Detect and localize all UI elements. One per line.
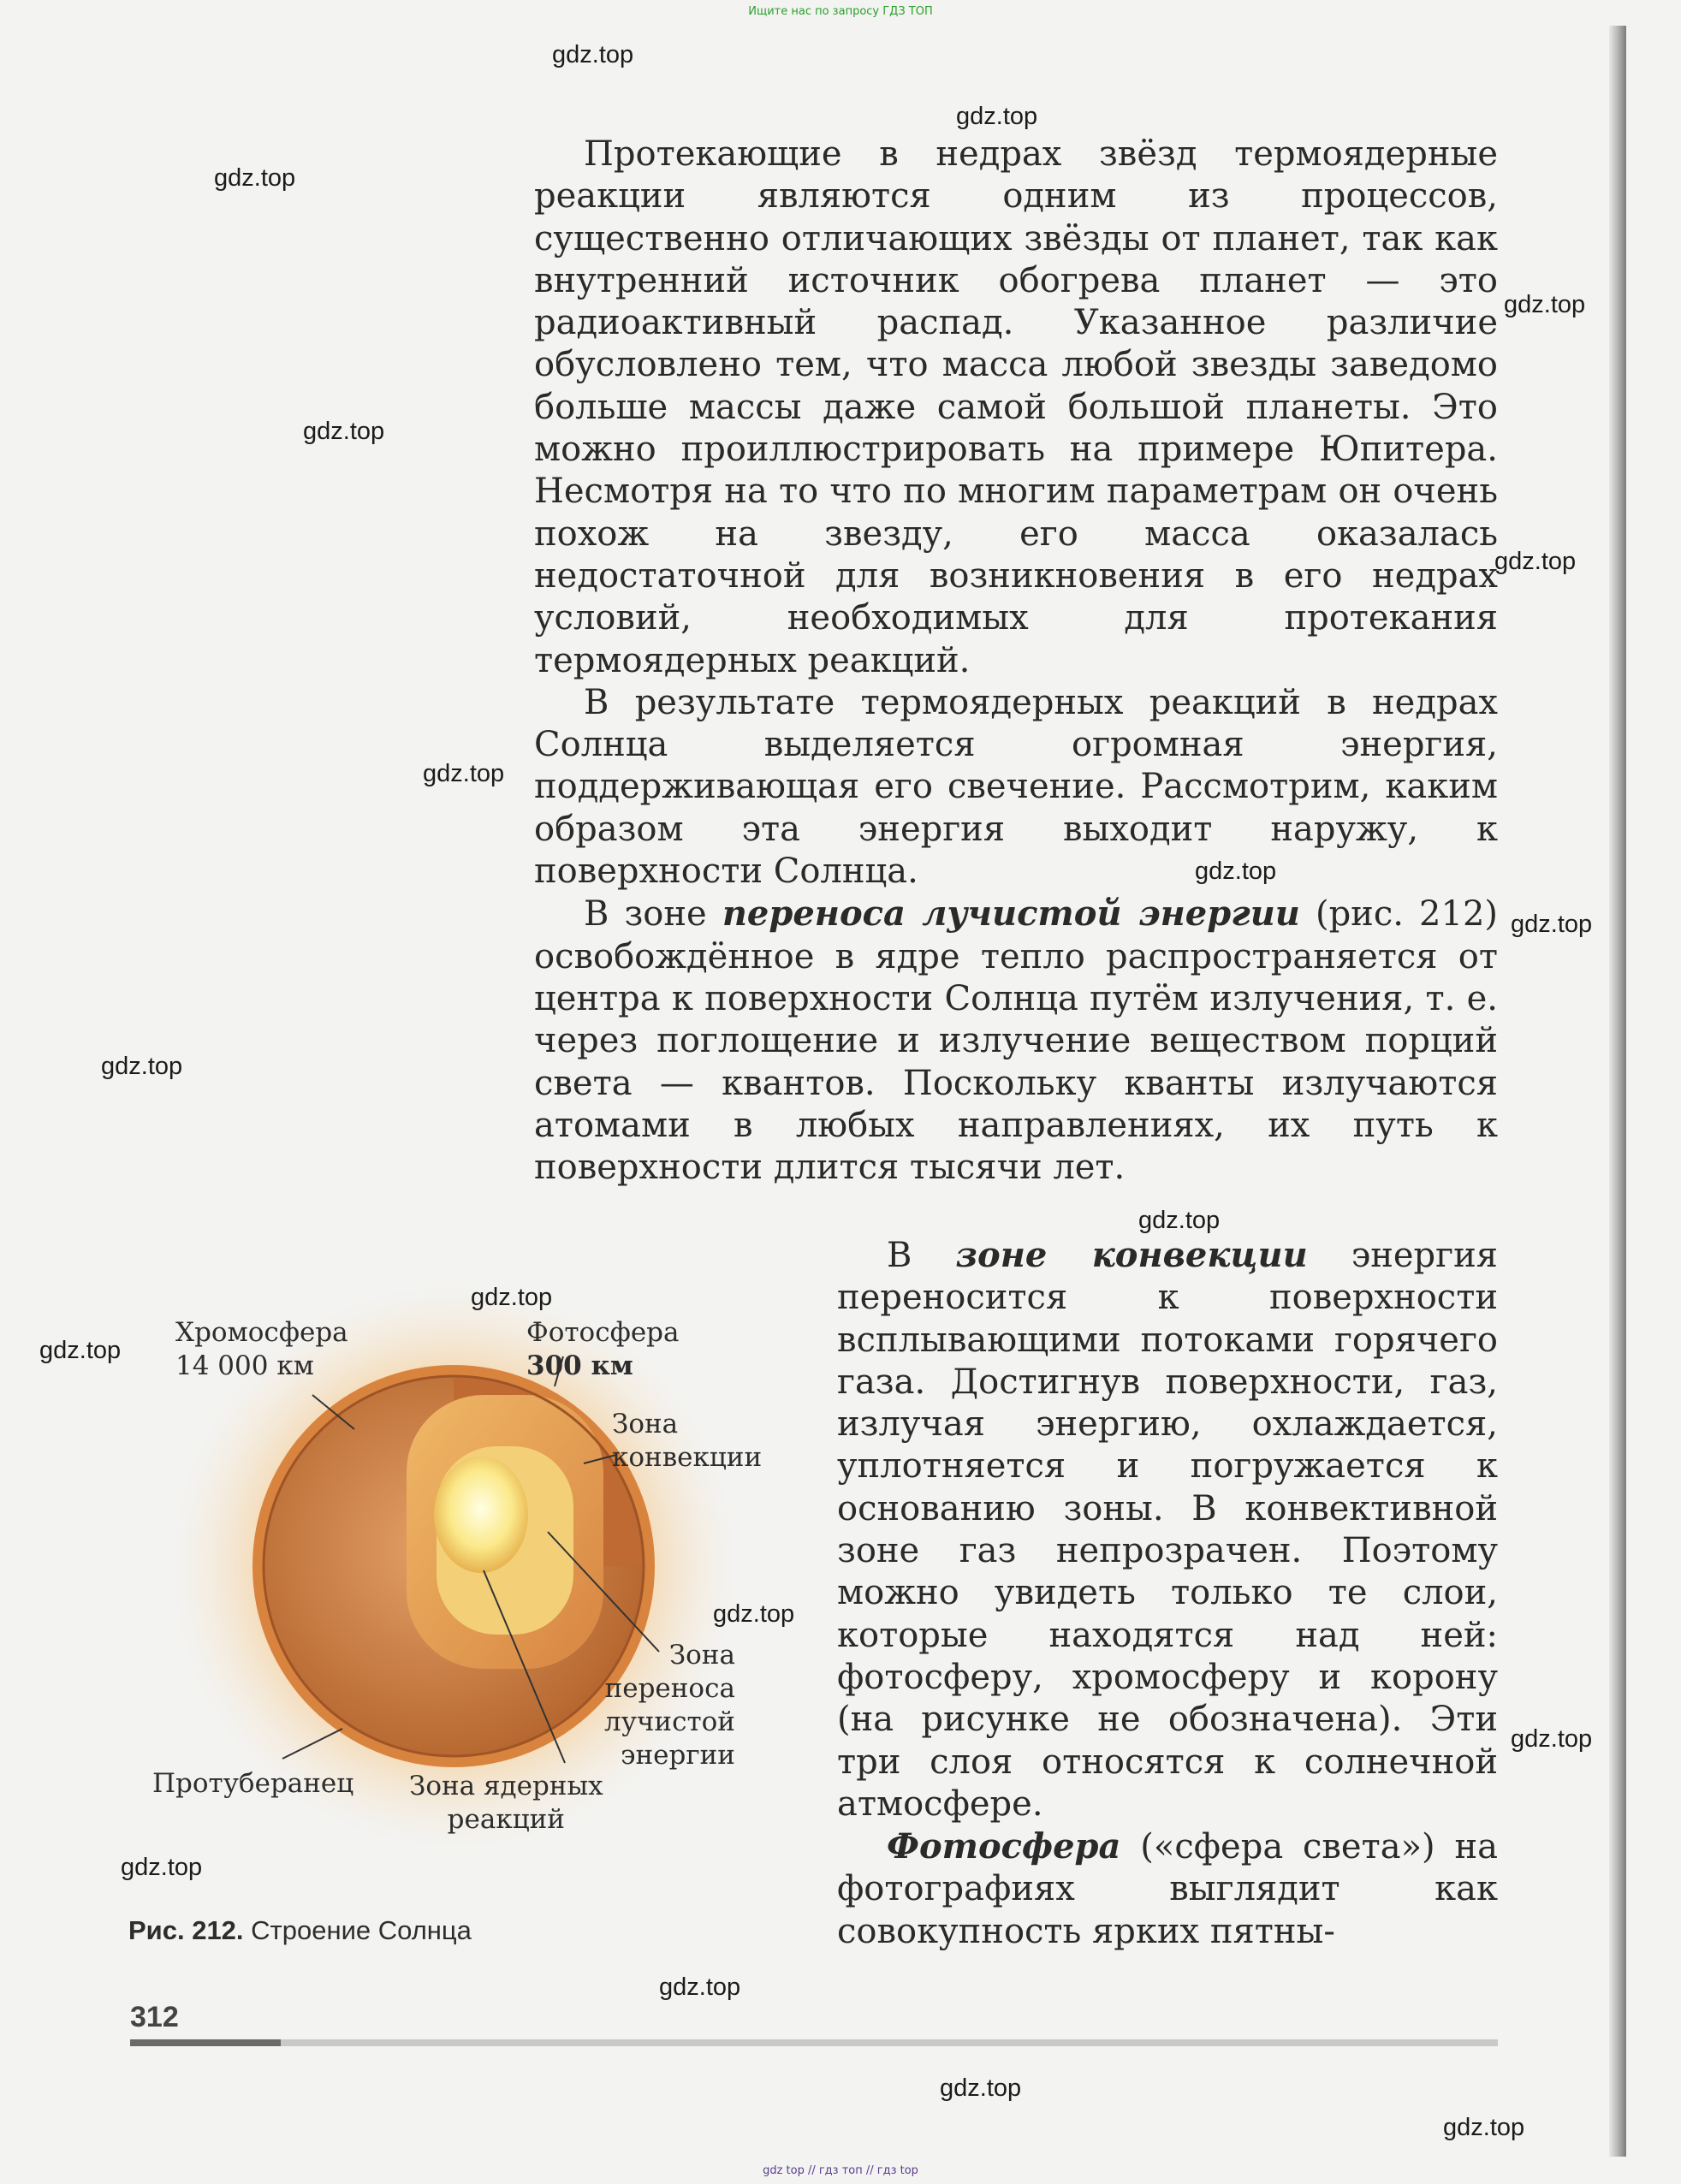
watermark: gdz.top <box>214 164 296 192</box>
footer-rule <box>130 2039 1498 2046</box>
watermark: gdz.top <box>1195 858 1277 885</box>
watermark: gdz.top <box>940 2074 1022 2102</box>
paragraph-5: Фотосфера («сфера света») на фотографиях выглядит как совокупность ярких пятны- <box>837 1826 1498 1951</box>
paragraph-3: В зоне переноса лучистой энергии (рис. 212) освобождённое в ядре тепло распространяется от центра к поверхности Солнца путём излучения, т. е. через поглощение и излучение веществом порций света — квантов. Поскольку кванты излучаются атомами в любых направлениях, их путь к поверхности длится тысячи лет. <box>534 893 1499 1188</box>
watermark: gdz.top <box>303 418 385 445</box>
bottom-banner: gdz top // гдз топ // гдз top <box>763 2164 918 2177</box>
term-convection: зоне конвекции <box>955 1235 1308 1275</box>
watermark: gdz.top <box>713 1600 795 1628</box>
footer-rule-accent <box>130 2039 281 2046</box>
paragraph-1: Протекающие в недрах звёзд термоядерные реакции являются одним из процессов, существенно отличающих звёзды от планет, так как внутренний источник обогрева планет — это радиоактивный распад. Указанное различие обусловлено тем, что масса любой звезды заведомо больше массы даже самой большой планеты. Это можно проиллюстрировать на примере Юпитера. Несмотря на то что по многим параметрам он очень похож на звезду, его масса оказалась недостаточной для возникновения в его недрах условий, необходимых для протекания термоядерных реакций. <box>534 134 1498 680</box>
label-radiative-zone: Зона переноса лучистой энергии <box>604 1640 735 1771</box>
top-banner: Ищите нас по запросу ГДЗ ТОП <box>748 5 933 18</box>
watermark: gdz.top <box>1494 548 1577 575</box>
body-text-main <box>534 134 1498 1189</box>
watermark: gdz.top <box>471 1284 553 1311</box>
label-photosphere: Фотосфера 300 км <box>526 1317 680 1381</box>
label-chromosphere: Хромосфера 14 000 км <box>175 1317 348 1381</box>
watermark: gdz.top <box>101 1053 183 1080</box>
paragraph-4: В зоне конвекции энергия переносится к поверхности всплывающими потоками горячего газа. Достигнув поверхности, газ, излучая энергию, охлаждается, уплотняется и погружается к основанию зоны. В конвективной зоне газ непрозрачен. Поэтому можно увидеть только те слои, которые находятся над ней: фотосферу, хромосферу и корону (на рисунке не обозначена). Эти три слоя относятся к солнечной атмосфере. <box>837 1235 1499 1824</box>
body-text-right <box>837 1234 1498 1953</box>
label-convection-zone: Зона конвекции <box>612 1409 763 1473</box>
label-prominence: Протуберанец <box>152 1768 354 1799</box>
watermark: gdz.top <box>1511 911 1593 938</box>
page-number: 312 <box>130 2001 179 2033</box>
watermark: gdz.top <box>1443 2114 1525 2141</box>
watermark: gdz.top <box>39 1337 122 1364</box>
page-edge <box>1609 26 1626 2157</box>
term-photosphere: Фотосфера <box>887 1826 1121 1867</box>
watermark: gdz.top <box>121 1854 203 1881</box>
watermark: gdz.top <box>1511 1725 1593 1753</box>
label-core-zone: Зона ядерных реакций <box>409 1771 603 1835</box>
term-radiative: переноса лучистой энергии <box>722 893 1300 935</box>
paragraph-2: В результате термоядерных реакций в недрах Солнца выделяется огромная энергия, поддерживающая его свечение. Рассмотрим, каким образом эта энергия выходит наружу, к поверхности Солнца. <box>534 682 1498 892</box>
core <box>434 1457 528 1573</box>
watermark: gdz.top <box>1138 1207 1221 1234</box>
watermark: gdz.top <box>423 760 505 787</box>
watermark: gdz.top <box>1504 291 1586 318</box>
figure-caption: Рис. 212. Строение Солнца <box>128 1915 472 1945</box>
watermark: gdz.top <box>659 1973 741 2001</box>
watermark: gdz.top <box>552 41 634 68</box>
watermark: gdz.top <box>956 103 1038 130</box>
